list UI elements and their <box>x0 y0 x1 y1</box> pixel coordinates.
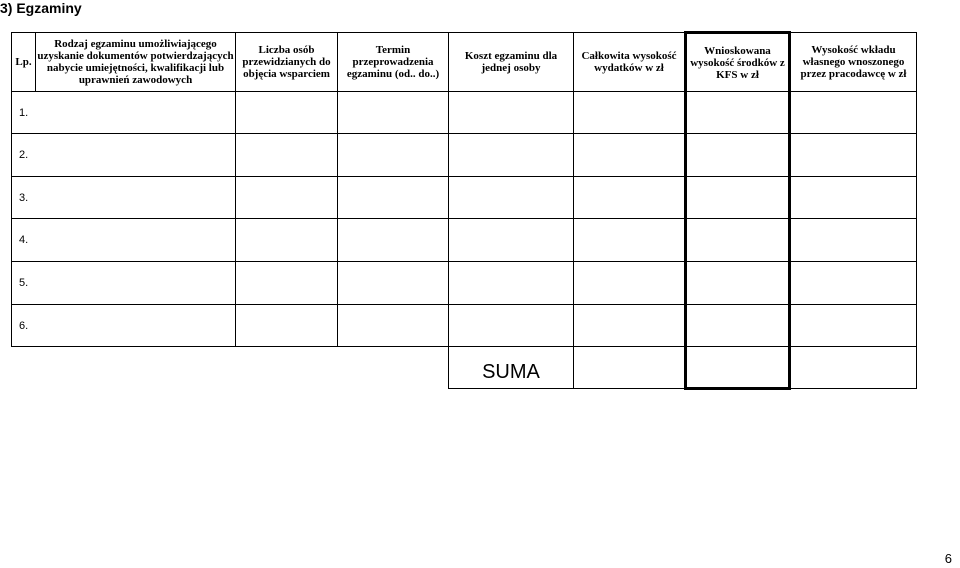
cost-cell[interactable] <box>449 134 574 177</box>
header-lp: Lp. <box>12 33 36 92</box>
total-cell[interactable] <box>574 219 686 262</box>
sum-row <box>12 347 917 389</box>
header-cost: Koszt egzaminu dla jednej osoby <box>449 33 574 92</box>
row-number: 2. <box>12 134 236 177</box>
term-cell[interactable] <box>338 92 449 134</box>
term-cell[interactable] <box>338 262 449 305</box>
term-cell[interactable] <box>338 305 449 347</box>
kfs-cell[interactable] <box>686 219 790 262</box>
table-row <box>12 262 917 305</box>
row-number: 6. <box>12 305 236 347</box>
header-own: Wysokość wkładu własnego wnoszonego przez pracodawcę w zł <box>790 33 917 92</box>
cost-cell[interactable] <box>449 177 574 219</box>
table-row <box>12 134 917 177</box>
persons-cell[interactable] <box>236 305 338 347</box>
cost-cell[interactable] <box>449 219 574 262</box>
kfs-cell[interactable] <box>686 305 790 347</box>
own-cell[interactable] <box>790 134 917 177</box>
header-total: Całkowita wysokość wydatków w zł <box>574 33 686 92</box>
cost-cell[interactable] <box>449 305 574 347</box>
own-cell[interactable] <box>790 305 917 347</box>
term-cell[interactable] <box>338 134 449 177</box>
persons-cell[interactable] <box>236 92 338 134</box>
total-cell[interactable] <box>574 134 686 177</box>
table-row <box>12 92 917 134</box>
sum-total-cell[interactable] <box>574 347 686 389</box>
persons-cell[interactable] <box>236 177 338 219</box>
cost-cell[interactable] <box>449 92 574 134</box>
exams-table <box>11 31 917 390</box>
row-number: 4. <box>12 219 236 262</box>
persons-cell[interactable] <box>236 134 338 177</box>
sum-label: SUMA <box>449 347 574 389</box>
kfs-cell[interactable] <box>686 177 790 219</box>
kfs-cell[interactable] <box>686 134 790 177</box>
page-number: 6 <box>944 551 952 566</box>
total-cell[interactable] <box>574 305 686 347</box>
header-row <box>12 33 917 92</box>
table-row <box>12 305 917 347</box>
kfs-cell[interactable] <box>686 262 790 305</box>
row-number: 1. <box>12 92 236 134</box>
table-row <box>12 177 917 219</box>
kfs-cell[interactable] <box>686 92 790 134</box>
section-title: 3) Egzaminy <box>0 0 82 16</box>
total-cell[interactable] <box>574 177 686 219</box>
header-persons: Liczba osób przewidzianych do objęcia wsparciem <box>236 33 338 92</box>
sum-own-cell[interactable] <box>790 347 917 389</box>
term-cell[interactable] <box>338 177 449 219</box>
sum-kfs-cell[interactable] <box>686 347 790 389</box>
header-exam-type: Rodzaj egzaminu umożliwiającego uzyskanie dokumentów potwierdzających nabycie umiejętności, kwalifikacji lub uprawnień zawodowych <box>36 33 236 92</box>
own-cell[interactable] <box>790 177 917 219</box>
term-cell[interactable] <box>338 219 449 262</box>
total-cell[interactable] <box>574 92 686 134</box>
header-kfs: Wnioskowana wysokość środków z KFS w zł <box>686 33 790 92</box>
row-number: 5. <box>12 262 236 305</box>
row-number: 3. <box>12 177 236 219</box>
persons-cell[interactable] <box>236 262 338 305</box>
header-term: Termin przeprowadzenia egzaminu (od.. do..) <box>338 33 449 92</box>
total-cell[interactable] <box>574 262 686 305</box>
persons-cell[interactable] <box>236 219 338 262</box>
own-cell[interactable] <box>790 219 917 262</box>
own-cell[interactable] <box>790 92 917 134</box>
cost-cell[interactable] <box>449 262 574 305</box>
table-row <box>12 219 917 262</box>
own-cell[interactable] <box>790 262 917 305</box>
